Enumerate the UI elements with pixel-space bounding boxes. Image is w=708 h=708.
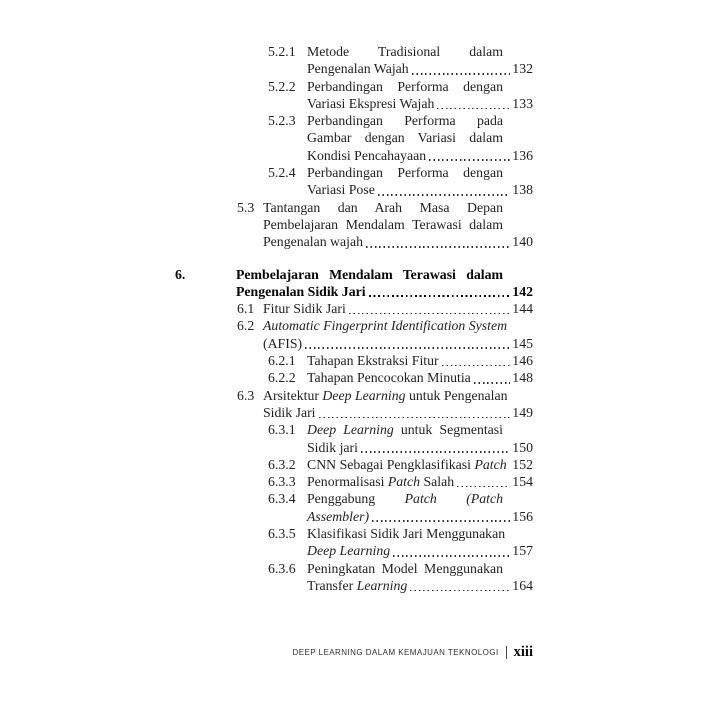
dot-leader [412, 73, 511, 75]
dot-leader [474, 382, 511, 384]
toc-entry-5-3 [175, 199, 533, 251]
toc-entry-number: 6. [175, 266, 186, 282]
toc-line-with-page [236, 283, 533, 300]
toc-page-number: 138 [512, 182, 533, 198]
toc-page-number: 157 [512, 543, 533, 559]
italic-text-segment: Assembler) [307, 508, 370, 524]
toc-entry-6-1 [175, 300, 533, 317]
toc-entry-number: 5.2.2 [268, 78, 296, 94]
italic-text-segment: (Patch [466, 491, 503, 507]
dot-leader [369, 295, 511, 297]
text-segment: Variasi Ekspresi Wajah [307, 95, 435, 111]
toc-line-text [307, 508, 369, 525]
toc-entry-lines [307, 369, 533, 386]
dot-leader [319, 417, 511, 419]
text-segment: Penggabung [307, 491, 405, 507]
text-segment: Sidik jari [307, 439, 358, 455]
toc-entry-lines [236, 266, 533, 301]
dot-leader [372, 520, 510, 522]
toc-line-text [307, 95, 434, 112]
italic-text-segment: Deep Learning [322, 387, 406, 403]
toc-line-text [263, 233, 363, 250]
page-number: xiii [513, 644, 533, 660]
toc-entry-number: 5.2.3 [268, 113, 296, 129]
text-segment: Sidik Jari [263, 404, 316, 420]
text-segment: Peningkatan Model Menggunakan [307, 560, 503, 576]
toc-line-text [307, 473, 454, 490]
dot-leader [361, 451, 510, 453]
toc-line-with-page [307, 369, 533, 386]
toc-line [307, 78, 533, 95]
toc-line-text [307, 352, 439, 369]
text-segment: CNN Sebagai Pengklasifikasi [307, 456, 475, 472]
toc-entry-lines [307, 560, 533, 595]
toc-entry-number: 6.3.5 [268, 526, 296, 542]
toc-line [263, 216, 533, 233]
toc-page-number: 149 [512, 404, 533, 420]
text-segment: Perbandingan Performa dengan [307, 165, 503, 181]
toc-entry-number: 6.3.1 [268, 422, 296, 438]
italic-text-segment: Patch [404, 491, 437, 507]
toc-entry-6-2-2 [175, 369, 533, 386]
toc-line-with-page [307, 508, 533, 525]
toc-line-with-page [263, 404, 533, 421]
page-footer [292, 644, 533, 661]
text-segment: Pengenalan Wajah [307, 61, 409, 77]
toc-page-number: 150 [512, 439, 533, 455]
toc-page-number: 148 [512, 370, 533, 386]
toc-line-text [236, 283, 366, 300]
toc-line-with-page [307, 181, 533, 198]
italic-text-segment: Patch [387, 474, 421, 490]
toc-line-text [263, 300, 346, 317]
toc-entry-lines [307, 43, 533, 78]
toc-entry-5-2-4 [175, 164, 533, 199]
toc-entry-number: 6.3 [237, 387, 255, 403]
toc-entry-number: 6.2.2 [268, 370, 296, 386]
toc-entry-6-3-4 [175, 490, 533, 525]
italic-text-segment: Deep Learning [307, 422, 394, 438]
text-segment: Arsitektur [263, 387, 323, 403]
toc-entry-number: 6.3.2 [268, 456, 296, 472]
text-segment: (AFIS) [263, 335, 303, 351]
toc-line-with-page [263, 335, 533, 352]
footer-separator-line [506, 646, 507, 659]
toc-line-with-page [307, 60, 533, 77]
text-segment: Transfer [307, 577, 357, 593]
italic-text-segment: Patch [474, 456, 507, 472]
text-segment: Klasifikasi Sidik Jari Menggunakan [307, 526, 506, 542]
dot-leader [442, 365, 511, 367]
toc-entry-6-3 [175, 387, 533, 422]
toc-line-with-page [307, 542, 533, 559]
toc-line [307, 112, 533, 129]
toc-page-number: 142 [512, 283, 533, 299]
text-segment: Pembelajaran Mendalam Terawasi dalam [236, 266, 503, 282]
dot-leader [410, 590, 510, 592]
toc-line-text [263, 404, 316, 421]
toc-entry-6-2 [175, 317, 533, 352]
toc-line-with-page [307, 147, 533, 164]
toc-line [307, 560, 533, 577]
toc-page-number: 154 [512, 474, 533, 490]
toc-entry-number: 6.2.1 [268, 353, 296, 369]
toc-page-number: 140 [512, 234, 533, 250]
toc-line [307, 490, 533, 507]
toc-line-text [307, 369, 471, 386]
toc-line [263, 317, 533, 334]
running-title: DEEP LEARNING DALAM KEMAJUAN TEKNOLOGI [292, 648, 499, 657]
dot-leader [349, 313, 511, 315]
toc-line [307, 525, 533, 542]
toc-page-number: 152 [512, 456, 533, 472]
toc-entry-6-3-1 [175, 421, 533, 456]
toc-page-number: 136 [512, 147, 533, 163]
toc-line-text [307, 456, 507, 473]
toc-entry-5-2-3 [175, 112, 533, 164]
toc-line-text [263, 335, 302, 352]
toc-entry-number: 5.2.4 [268, 165, 296, 181]
text-segment: Pembelajaran Mendalam Terawasi dalam [263, 216, 503, 232]
toc-entry-number: 6.3.4 [268, 491, 296, 507]
toc-page-number: 146 [512, 353, 533, 369]
toc-entry-lines [307, 456, 533, 473]
toc-entry-lines [307, 164, 533, 199]
dot-leader [429, 159, 510, 161]
italic-text-segment: Automatic Fingerprint Identification System [263, 318, 508, 334]
toc-line-with-page [307, 456, 533, 473]
toc-entry-6-3-2 [175, 456, 533, 473]
toc-entry-5-2-2 [175, 78, 533, 113]
toc-line [307, 43, 533, 60]
dot-leader [457, 486, 510, 488]
toc-line-with-page [307, 439, 533, 456]
toc-page-number: 145 [512, 335, 533, 351]
toc-line [263, 387, 533, 404]
toc-entry-number: 5.3 [237, 199, 255, 215]
text-segment: Tahapan Pencocokan Minutia [307, 370, 471, 386]
toc-entry-number: 5.2.1 [268, 44, 296, 59]
text-segment: Perbandingan Performa pada [307, 113, 503, 129]
toc-page-number: 156 [512, 508, 533, 524]
toc-line-text [307, 147, 426, 164]
text-segment: Pengenalan Sidik Jari [236, 283, 366, 299]
toc-line-with-page [263, 300, 533, 317]
toc-line-with-page [307, 95, 533, 112]
toc-entry-lines [263, 199, 533, 251]
toc-line-with-page [307, 577, 533, 594]
toc-line-text [307, 542, 390, 559]
toc-entry-number: 6.2 [237, 318, 255, 334]
toc-entry-6-2-1 [175, 352, 533, 369]
toc-entry-lines [307, 352, 533, 369]
dot-leader [393, 555, 510, 557]
toc-entry-lines [263, 300, 533, 317]
toc-line-with-page [263, 233, 533, 250]
toc-entry-6-3-5 [175, 525, 533, 560]
text-segment: Tantangan dan Arah Masa Depan [263, 199, 503, 215]
text-segment: Variasi Pose [307, 182, 375, 198]
toc-line-text [307, 60, 409, 77]
dot-leader [366, 246, 510, 248]
dot-leader [510, 468, 511, 470]
text-segment: Salah [420, 474, 455, 490]
toc-entry-number: 6.1 [237, 301, 255, 317]
toc-entry-lines [307, 421, 533, 456]
toc-entry-lines [307, 112, 533, 164]
text-segment: Pengenalan wajah [263, 234, 363, 250]
toc-page-number: 144 [512, 301, 533, 317]
dot-leader [305, 347, 510, 349]
toc-entry-lines [263, 317, 533, 352]
toc-line-with-page [307, 473, 533, 490]
toc-entry-number: 6.3.6 [268, 560, 296, 576]
toc-line [307, 129, 533, 146]
toc-line [263, 199, 533, 216]
dot-leader [437, 108, 510, 110]
italic-text-segment: Deep Learning [307, 543, 391, 559]
text-segment: untuk Segmentasi [393, 422, 504, 438]
toc-entry-lines [307, 490, 533, 525]
dot-leader [378, 194, 510, 196]
toc-line-text [307, 439, 358, 456]
text-segment: Kondisi Pencahayaan [307, 147, 427, 163]
text-segment: Tahapan Ekstraksi Fitur [307, 353, 439, 369]
toc-entry-number: 6.3.3 [268, 474, 296, 490]
toc-entry-6 [175, 266, 533, 301]
toc-line-text [307, 181, 375, 198]
toc-entry-lines [307, 78, 533, 113]
toc-entry-lines [263, 387, 533, 422]
toc-line-text [307, 577, 407, 594]
toc-line-with-page [307, 352, 533, 369]
italic-text-segment: Learning [356, 577, 408, 593]
toc-line [307, 421, 533, 438]
text-segment: Fitur Sidik Jari [263, 301, 346, 317]
toc-line [307, 164, 533, 181]
text-segment: Gambar dengan Variasi dalam [307, 130, 503, 146]
text-segment: Penormalisasi [307, 474, 388, 490]
toc-entry-lines [307, 473, 533, 490]
toc-line [236, 266, 533, 283]
text-segment: Metode Tradisional dalam [307, 44, 503, 59]
text-segment [437, 491, 466, 506]
table-of-contents [175, 43, 533, 594]
toc-entry-6-3-3 [175, 473, 533, 490]
toc-entry-5-2-1 [175, 43, 533, 78]
text-segment: Perbandingan Performa dengan [307, 78, 503, 94]
toc-page-number: 164 [512, 577, 533, 593]
text-segment: untuk Pengenalan [405, 387, 508, 403]
toc-entry-lines [307, 525, 533, 560]
toc-page-number: 133 [512, 95, 533, 111]
toc-entry-6-3-6 [175, 560, 533, 595]
toc-page-number: 132 [512, 61, 533, 77]
